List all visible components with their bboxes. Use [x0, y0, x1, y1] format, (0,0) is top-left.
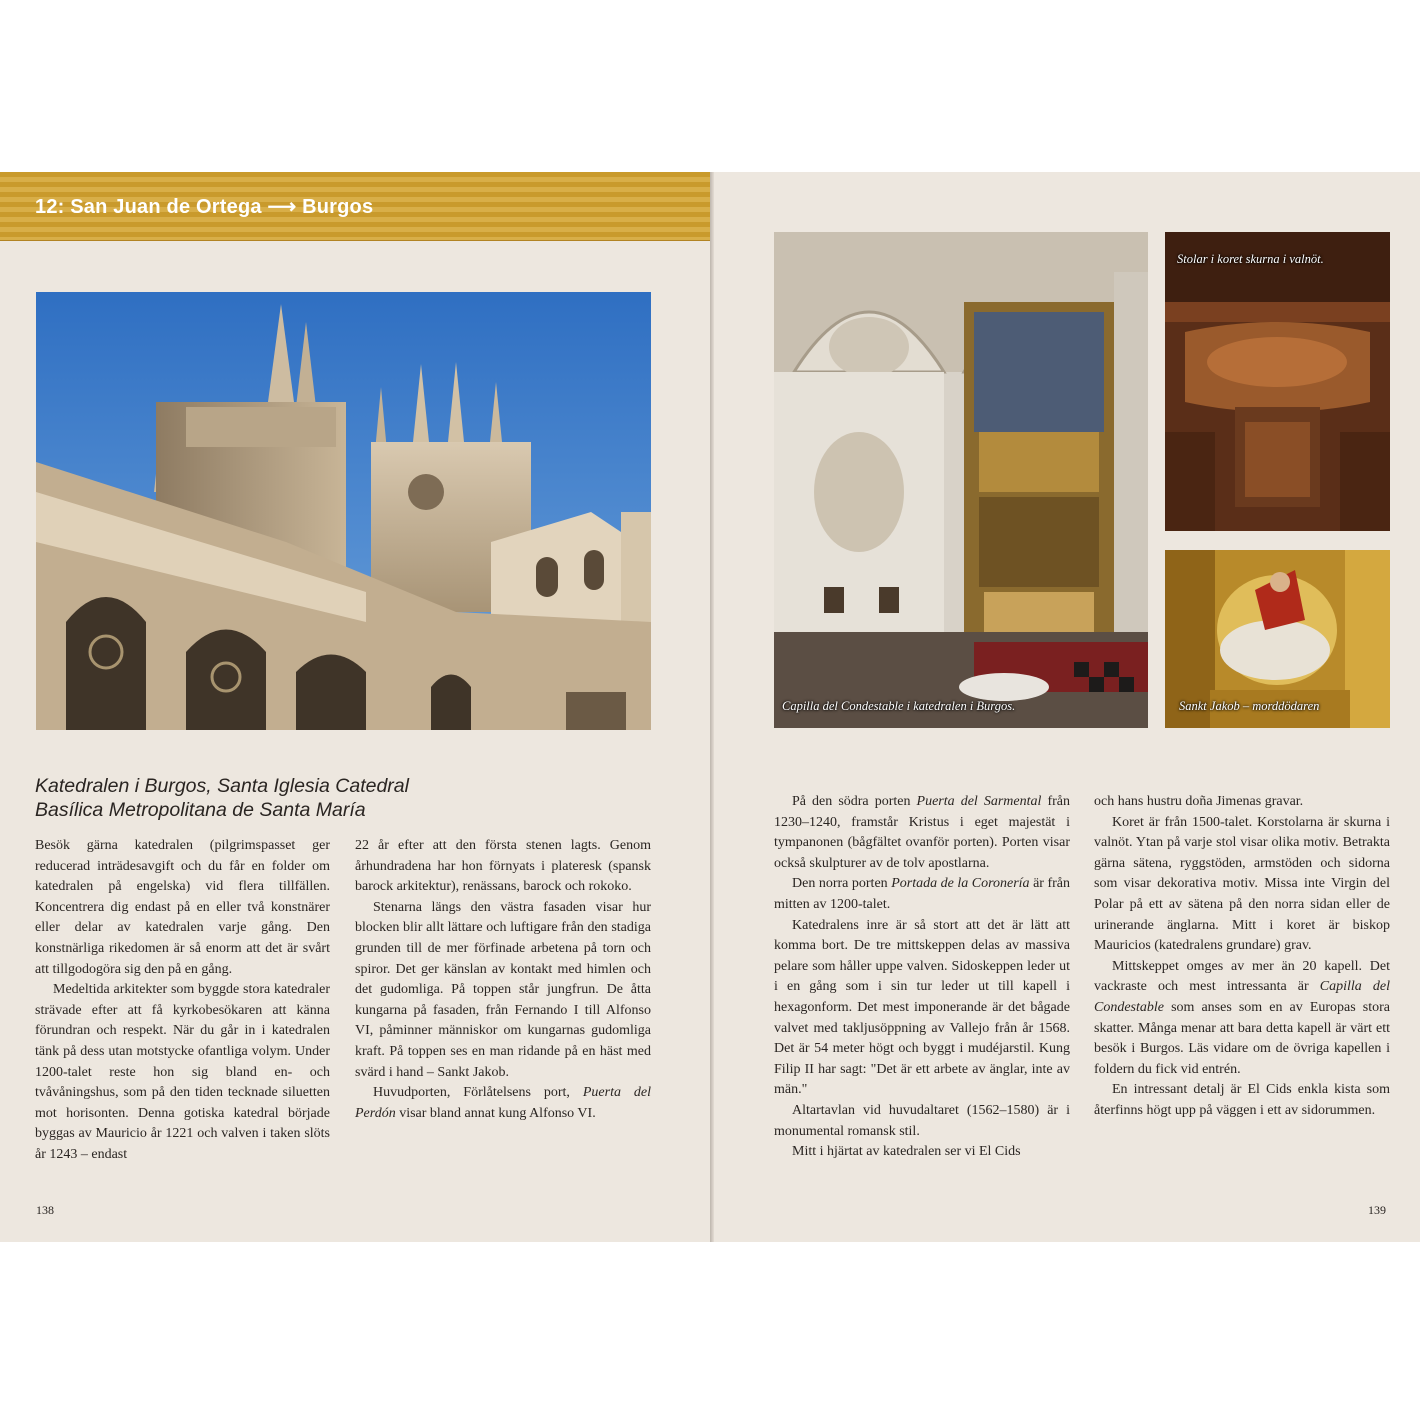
text-run: är från mitten av 1200-talet. — [774, 876, 1070, 912]
paragraph — [355, 1083, 651, 1124]
chapel-photo-caption: Capilla del Condestable i katedralen i Burgos. — [782, 699, 1016, 713]
paragraph — [774, 792, 1070, 874]
chapter-title: 12: San Juan de Ortega ⟶ Burgos — [35, 196, 374, 218]
text-run: visar bland annat kung Alfonso VI. — [395, 1105, 596, 1121]
paragraph: och hans hustru doña Jimenas gravar. — [1094, 794, 1304, 809]
paragraph: Altartavlan vid huvudaltaret (1562–1580) är i monumental romansk stil. — [774, 1102, 1070, 1139]
text-run: På den södra porten — [792, 794, 917, 809]
santiago-caption: Sankt Jakob – morddödaren — [1179, 699, 1320, 713]
paragraph: Stenarna längs den västra fasaden visar hur blocken blir allt lättare och luftigare från den stadiga grunden till de mer förfinade arbetena på torn och spiror. Det ger känslan av kontakt med himlen och det gudomliga. På toppen står jungfrun. De åtta kungarna på fasaden, från Fernando I till Alfonso VI, påminner människor om kungarnas gudomliga kraft. På toppen ses en man ridande på en häst med svärd i hand – Sankt Jakob. — [355, 899, 651, 1080]
chapter-header-bar — [0, 172, 710, 241]
paragraph: Mitt i hjärtat av katedralen ser vi El Cids — [792, 1144, 1021, 1160]
heading-line-1: Katedralen i Burgos, Santa Iglesia Catedral — [35, 775, 409, 797]
article-heading — [35, 774, 675, 822]
paragraph: Medeltida arkitekter som byggde stora katedraler strävade efter att få kyrkobesökaren att känna förundran och respekt. När du går in i katedralen tänk på dess utan motstycke ofantliga volym. Under 1200-talet reste hon sig bland en- och tvåvåningshus, som på den tiden tecknade siluetten mot horisonten. Denna gotiska katedral började byggas av Mauricio år 1221 och valven i taken slöts år 1243 – endast — [35, 982, 330, 1162]
page-number-left: 138 — [36, 1203, 54, 1217]
choir-stalls-caption: Stolar i koret skurna i valnöt. — [1177, 252, 1324, 266]
chapel-condestable-photo — [774, 232, 1148, 728]
italic-text: Capilla del Condestable — [1094, 979, 1390, 1015]
paragraph: Katedralens inre är så stort att det är lätt att komma bort. De tre mittskeppen delas av massiva pelare som håller uppe valven. Sidoskeppen leder ut i en gång som i sin tur leder ut till kapell i hexagonform. Det mest imponerande är det bågade valvet med takljusöppning av Vallejo från år 1568. Det är 54 meter högt och byggt i mudéjarstil. Kung Filip II har sagt: "Det är ett arbete av änglar, inte av män." — [774, 917, 1070, 1098]
book-spread — [0, 172, 1420, 1242]
left-page — [0, 172, 710, 1242]
right-page-column-2 — [1094, 792, 1390, 1122]
paragraph: 22 år efter att den första stenen lagts. Genom århundradena har hon förnyats i plateresk (spansk barock arkitektur), renässans, barock och rokoko. — [355, 838, 651, 895]
text-run: som anses som en av Europas stora skatter. Många menar att bara detta kapell är värt ett besök i Burgos. Läs vidare om de övriga kapellen i foldern du fick vid entrén. — [1094, 999, 1390, 1077]
text-run: från 1230–1240, framstår Kristus i eget majestät i tympanonen (bågfältet ovanför porten). Porten visar också skulpturer av de tolv apostlarna. — [774, 794, 1070, 871]
choir-stalls-photo — [1165, 232, 1390, 531]
italic-text: Puerta del Perdón — [355, 1085, 651, 1121]
left-page-column-2 — [355, 836, 651, 1124]
paragraph: Besök gärna katedralen (pilgrimspasset ger reducerad inträdesavgift och du får en folder om katedralen på engelska) vid flera tillfällen. Koncentrera dig endast på en eller två konstnärer eller delar av katedralen varje gång. Den konstnärliga rikedomen är så enorm att det är svårt att tillgodogöra sig den på en gång. — [35, 838, 330, 977]
text-run: Huvudporten, Förlåtelsens port, — [373, 1085, 583, 1101]
italic-text: Puerta del Sarmental — [916, 794, 1042, 809]
right-page — [714, 172, 1420, 1242]
paragraph — [1094, 957, 1390, 1081]
text-run: Mittskeppet omges av mer än 20 kapell. Det vackraste och mest intressanta är — [1094, 958, 1390, 995]
paragraph — [774, 874, 1070, 915]
left-page-column-1 — [35, 836, 330, 1166]
paragraph: En intressant detalj är El Cids enkla kista som återfinns högt upp på väggen i ett av sidorummen. — [1094, 1082, 1390, 1118]
paragraph: Koret är från 1500-talet. Korstolarna är skurna i valnöt. Ytan på varje stol visar olika motiv. Betrakta gärna sätena, ryggstöden, armstöden och sidorna som visar dekorativa motiv. Missa inte Virgin del Polar på ett av sätena på den norra sidan eller de urinerande änglarna. Mitt i koret är biskop Mauricios (katedralens grundare) grav. — [1094, 814, 1390, 954]
italic-text: Portada de la Coronería — [891, 876, 1030, 892]
heading-line-2: Basílica Metropolitana de Santa María — [35, 799, 366, 821]
page-number-right: 139 — [1368, 1203, 1386, 1217]
cathedral-exterior-photo — [36, 292, 651, 730]
right-page-column-1 — [774, 792, 1070, 1163]
text-run: Den norra porten — [792, 876, 892, 892]
santiago-matamoros-photo — [1165, 550, 1390, 728]
